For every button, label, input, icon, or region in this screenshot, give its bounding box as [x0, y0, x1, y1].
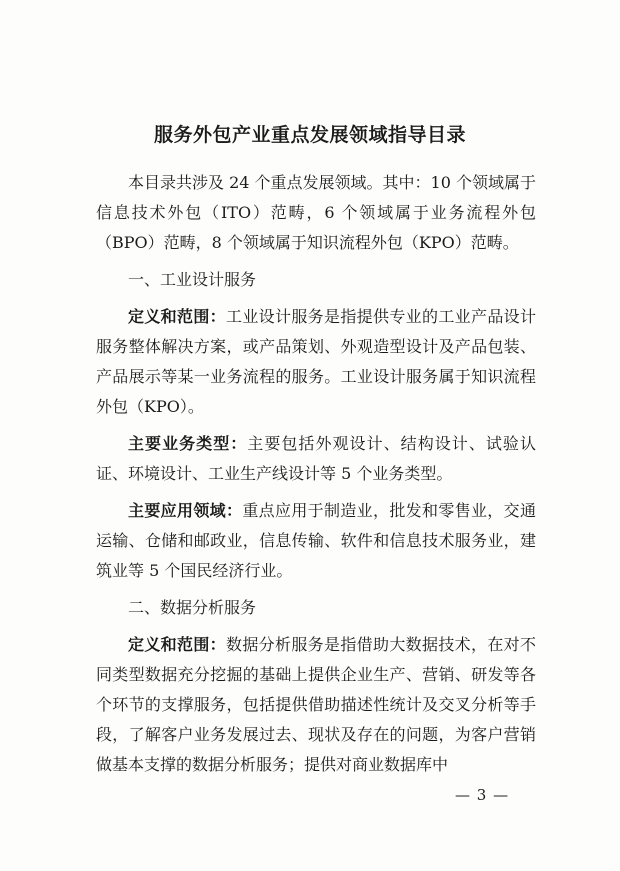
document-title: 服务外包产业重点发展领域指导目录 — [153, 124, 466, 146]
section-heading-industrial-design: 一、工业设计服务 — [128, 270, 257, 289]
business-types-text: 主要包括外观设计、结构设计、试验认证、环境设计、工业生产线设计等 5 个业务类型。 — [96, 434, 536, 483]
definition-label: 定义和范围： — [128, 635, 226, 654]
definition-paragraph-data-analysis — [96, 630, 536, 780]
definition-label: 定义和范围： — [128, 307, 226, 326]
section-heading-data-analysis: 二、数据分析服务 — [128, 598, 257, 617]
definition-paragraph-industrial-design — [96, 302, 536, 422]
business-types-paragraph — [96, 429, 536, 489]
application-fields-label: 主要应用领域： — [128, 501, 243, 520]
application-fields-text: 重点应用于制造业，批发和零售业，交通运输、仓储和邮政业，信息传输、软件和信息技术服务业，建筑业等 5 个国民经济行业。 — [96, 501, 536, 580]
intro-paragraph: 本目录共涉及 24 个重点发展领域。其中：10 个领域属于信息技术外包（ITO）范畴，6 个领域属于业务流程外包（BPO）范畴，8 个领域属于知识流程外包（KPO）范畴。 — [96, 173, 536, 252]
definition-text: 数据分析服务是指借助大数据技术，在对不同类型数据充分挖掘的基础上提供企业生产、营销、研发等各个环节的支撑服务，包括提供借助描述性统计及交叉分析等手段，了解客户业务发展过去、现状及存在的问题，为客户营销做基本支撑的数据分析服务；提供对商业数据库中 — [96, 635, 536, 774]
page-number: — 3 — — [455, 786, 510, 804]
definition-text: 工业设计服务是指提供专业的工业产品设计服务整体解决方案，或产品策划、外观造型设计及产品包装、产品展示等某一业务流程的服务。工业设计服务属于知识流程外包（KPO）。 — [96, 307, 536, 416]
business-types-label: 主要业务类型： — [128, 434, 248, 453]
application-fields-paragraph — [96, 496, 536, 586]
document-body — [96, 168, 536, 780]
